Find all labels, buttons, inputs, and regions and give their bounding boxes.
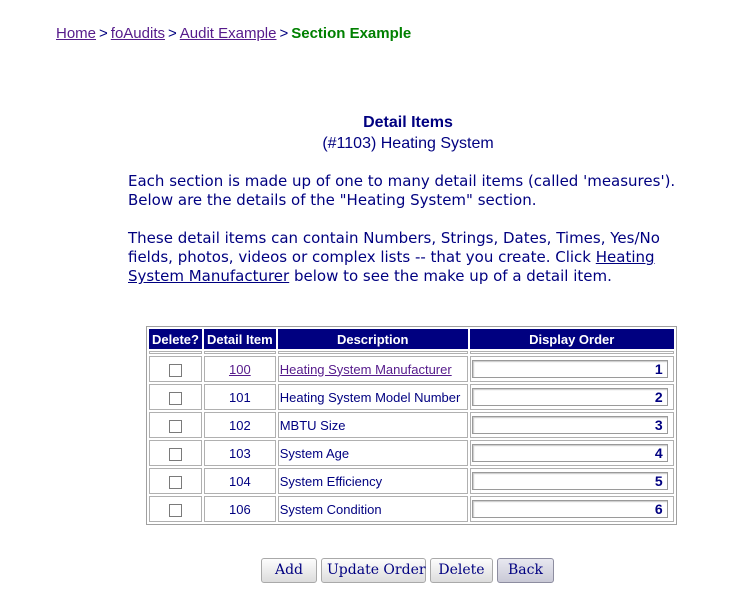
table-spacer-row bbox=[149, 351, 674, 354]
breadcrumb-current: Section Example bbox=[291, 25, 412, 42]
page-title: Detail Items bbox=[363, 114, 453, 131]
delete-checkbox[interactable] bbox=[169, 476, 182, 489]
detail-item-description: Heating System Model Number bbox=[278, 384, 468, 410]
detail-item-description: System Age bbox=[278, 440, 468, 466]
intro-text bbox=[128, 172, 688, 305]
page-heading bbox=[0, 112, 756, 154]
display-order-input[interactable] bbox=[472, 388, 668, 406]
display-order-input[interactable] bbox=[472, 416, 668, 434]
header-detail-item: Detail Item bbox=[204, 329, 276, 349]
delete-checkbox[interactable] bbox=[169, 364, 182, 377]
detail-item-description: System Condition bbox=[278, 496, 468, 522]
table-row bbox=[149, 468, 674, 494]
breadcrumb-audit-link[interactable]: Audit Example bbox=[179, 25, 277, 42]
intro-text-after: below to see the make up of a detail item. bbox=[289, 267, 612, 285]
delete-checkbox[interactable] bbox=[169, 420, 182, 433]
detail-item-description: System Efficiency bbox=[278, 468, 468, 494]
breadcrumb-separator: > bbox=[279, 25, 289, 42]
delete-checkbox[interactable] bbox=[169, 448, 182, 461]
action-buttons bbox=[261, 558, 558, 583]
detail-item-id: 106 bbox=[204, 496, 276, 522]
detail-item-id-link[interactable]: 100 bbox=[228, 361, 251, 377]
page-subtitle: (#1103) Heating System bbox=[322, 135, 494, 152]
table-row bbox=[149, 356, 674, 382]
header-display-order: Display Order bbox=[470, 329, 674, 349]
breadcrumb-home-link[interactable]: Home bbox=[56, 25, 97, 42]
display-order-input[interactable] bbox=[472, 500, 668, 518]
detail-item-id: 102 bbox=[204, 412, 276, 438]
delete-checkbox[interactable] bbox=[169, 392, 182, 405]
back-button[interactable]: Back bbox=[497, 558, 554, 583]
intro-paragraph-2 bbox=[128, 229, 688, 286]
delete-checkbox[interactable] bbox=[169, 504, 182, 517]
display-order-input[interactable] bbox=[472, 360, 668, 378]
update-order-button[interactable]: Update Order bbox=[321, 558, 426, 583]
add-button[interactable]: Add bbox=[261, 558, 317, 583]
detail-item-description-link[interactable]: Heating System Manufacturer bbox=[279, 361, 452, 377]
breadcrumb bbox=[56, 25, 411, 42]
display-order-input[interactable] bbox=[472, 472, 668, 490]
intro-manufacturer-link[interactable]: Heating System Manufacturer bbox=[128, 248, 655, 285]
table-row bbox=[149, 384, 674, 410]
delete-button[interactable]: Delete bbox=[430, 558, 493, 583]
display-order-input[interactable] bbox=[472, 444, 668, 462]
breadcrumb-separator: > bbox=[99, 25, 108, 42]
detail-items-table bbox=[146, 326, 677, 525]
table-row bbox=[149, 440, 674, 466]
detail-item-id: 101 bbox=[204, 384, 276, 410]
intro-paragraph-1: Each section is made up of one to many detail items (called 'measures'). Below are the details of the "Heating System" section. bbox=[128, 172, 676, 209]
detail-item-id: 104 bbox=[204, 468, 276, 494]
table-row bbox=[149, 496, 674, 522]
table-row bbox=[149, 412, 674, 438]
table-header-row bbox=[149, 329, 674, 349]
breadcrumb-foaudits-link[interactable]: foAudits bbox=[110, 25, 165, 42]
intro-text-before: These detail items can contain Numbers, Strings, Dates, Times, Yes/No fields, photos, videos or complex lists -- that you create. Click bbox=[128, 229, 660, 266]
header-description: Description bbox=[278, 329, 468, 349]
detail-item-description: MBTU Size bbox=[278, 412, 468, 438]
breadcrumb-separator: > bbox=[167, 25, 177, 42]
detail-item-id: 103 bbox=[204, 440, 276, 466]
header-delete: Delete? bbox=[149, 329, 202, 349]
